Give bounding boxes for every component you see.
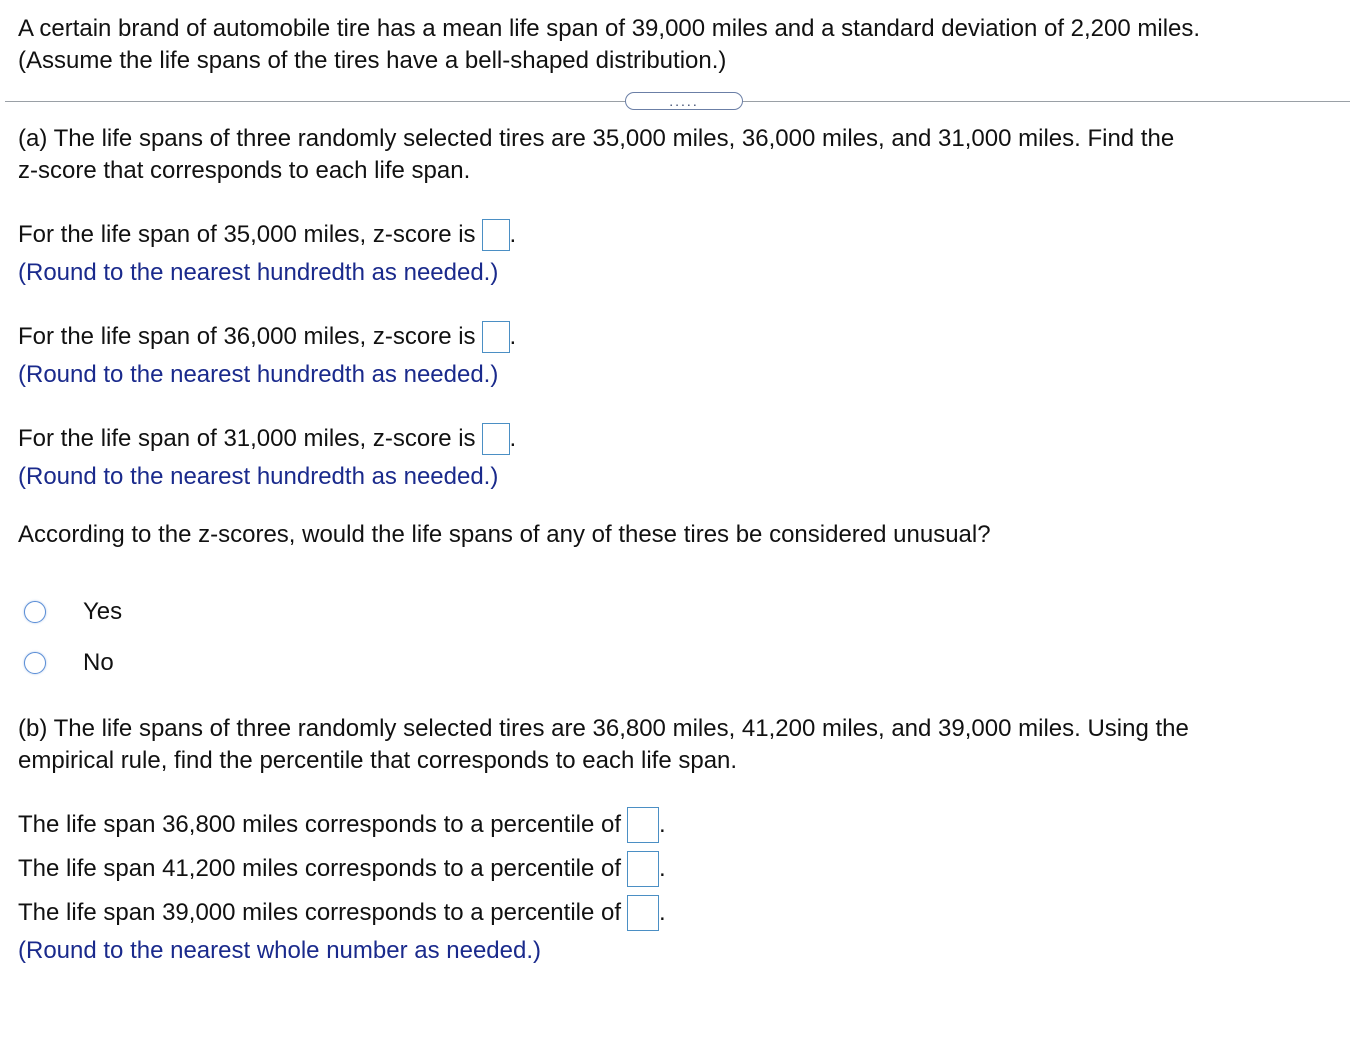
yes-label[interactable]: Yes: [83, 598, 123, 625]
period: .: [659, 855, 666, 882]
percentile-row-41200: [18, 851, 666, 887]
period: .: [509, 425, 517, 452]
z-score-input-36000[interactable]: [482, 321, 510, 353]
z-score-input-35000[interactable]: [482, 219, 510, 251]
z-score-row-31000: [18, 421, 516, 457]
unusual-question: According to the z-scores, would the life spans of any of these tires be considered unusual?: [18, 521, 991, 548]
part-b-prompt: [18, 713, 1338, 777]
period: .: [659, 899, 666, 926]
percentile-hint: (Round to the nearest whole number as needed.): [18, 937, 541, 964]
yes-radio-button[interactable]: [24, 601, 46, 623]
problem-statement: [18, 13, 1338, 77]
z-score-label-36000: For the life span of 36,000 miles, z-score is: [18, 323, 476, 350]
no-label[interactable]: No: [83, 649, 114, 676]
z-score-input-31000[interactable]: [482, 423, 510, 455]
z-score-label-31000: For the life span of 31,000 miles, z-score is: [18, 425, 476, 452]
percentile-label-36800: The life span 36,800 miles corresponds to a percentile of: [18, 811, 622, 838]
percentile-label-39000: The life span 39,000 miles corresponds to a percentile of: [18, 899, 622, 926]
percentile-row-39000: [18, 895, 666, 931]
period: .: [509, 221, 517, 248]
z-score-hint-31000: (Round to the nearest hundredth as needed.): [18, 463, 499, 490]
part-a-prompt-line-2: z-score that corresponds to each life span.: [18, 157, 471, 184]
z-score-label-35000: For the life span of 35,000 miles, z-score is: [18, 221, 476, 248]
option-yes[interactable]: [24, 596, 122, 628]
problem-statement-line-1: A certain brand of automobile tire has a mean life span of 39,000 miles and a standard deviation of 2,200 miles.: [18, 15, 1201, 42]
part-a-prompt: [18, 123, 1338, 187]
part-a-prompt-line-1: (a) The life spans of three randomly selected tires are 35,000 miles, 36,000 miles, and 31,000 miles. Find the: [18, 125, 1175, 152]
part-b-prompt-line-2: empirical rule, find the percentile that corresponds to each life span.: [18, 747, 738, 774]
percentile-row-36800: [18, 807, 666, 843]
problem-statement-line-2: (Assume the life spans of the tires have a bell-shaped distribution.): [18, 47, 727, 74]
z-score-hint-36000: (Round to the nearest hundredth as needed.): [18, 361, 499, 388]
z-score-hint-35000: (Round to the nearest hundredth as needed.): [18, 259, 499, 286]
percentile-label-41200: The life span 41,200 miles corresponds to a percentile of: [18, 855, 622, 882]
z-score-row-35000: [18, 217, 516, 253]
percentile-input-39000[interactable]: [627, 895, 659, 931]
option-no[interactable]: [24, 647, 114, 679]
part-b-prompt-line-1: (b) The life spans of three randomly selected tires are 36,800 miles, 41,200 miles, and 39,000 miles. Using the: [18, 715, 1189, 742]
period: .: [509, 323, 517, 350]
expand-more-button[interactable]: .....: [625, 92, 743, 110]
period: .: [659, 811, 666, 838]
percentile-input-36800[interactable]: [627, 807, 659, 843]
percentile-input-41200[interactable]: [627, 851, 659, 887]
no-radio-button[interactable]: [24, 652, 46, 674]
z-score-row-36000: [18, 319, 516, 355]
